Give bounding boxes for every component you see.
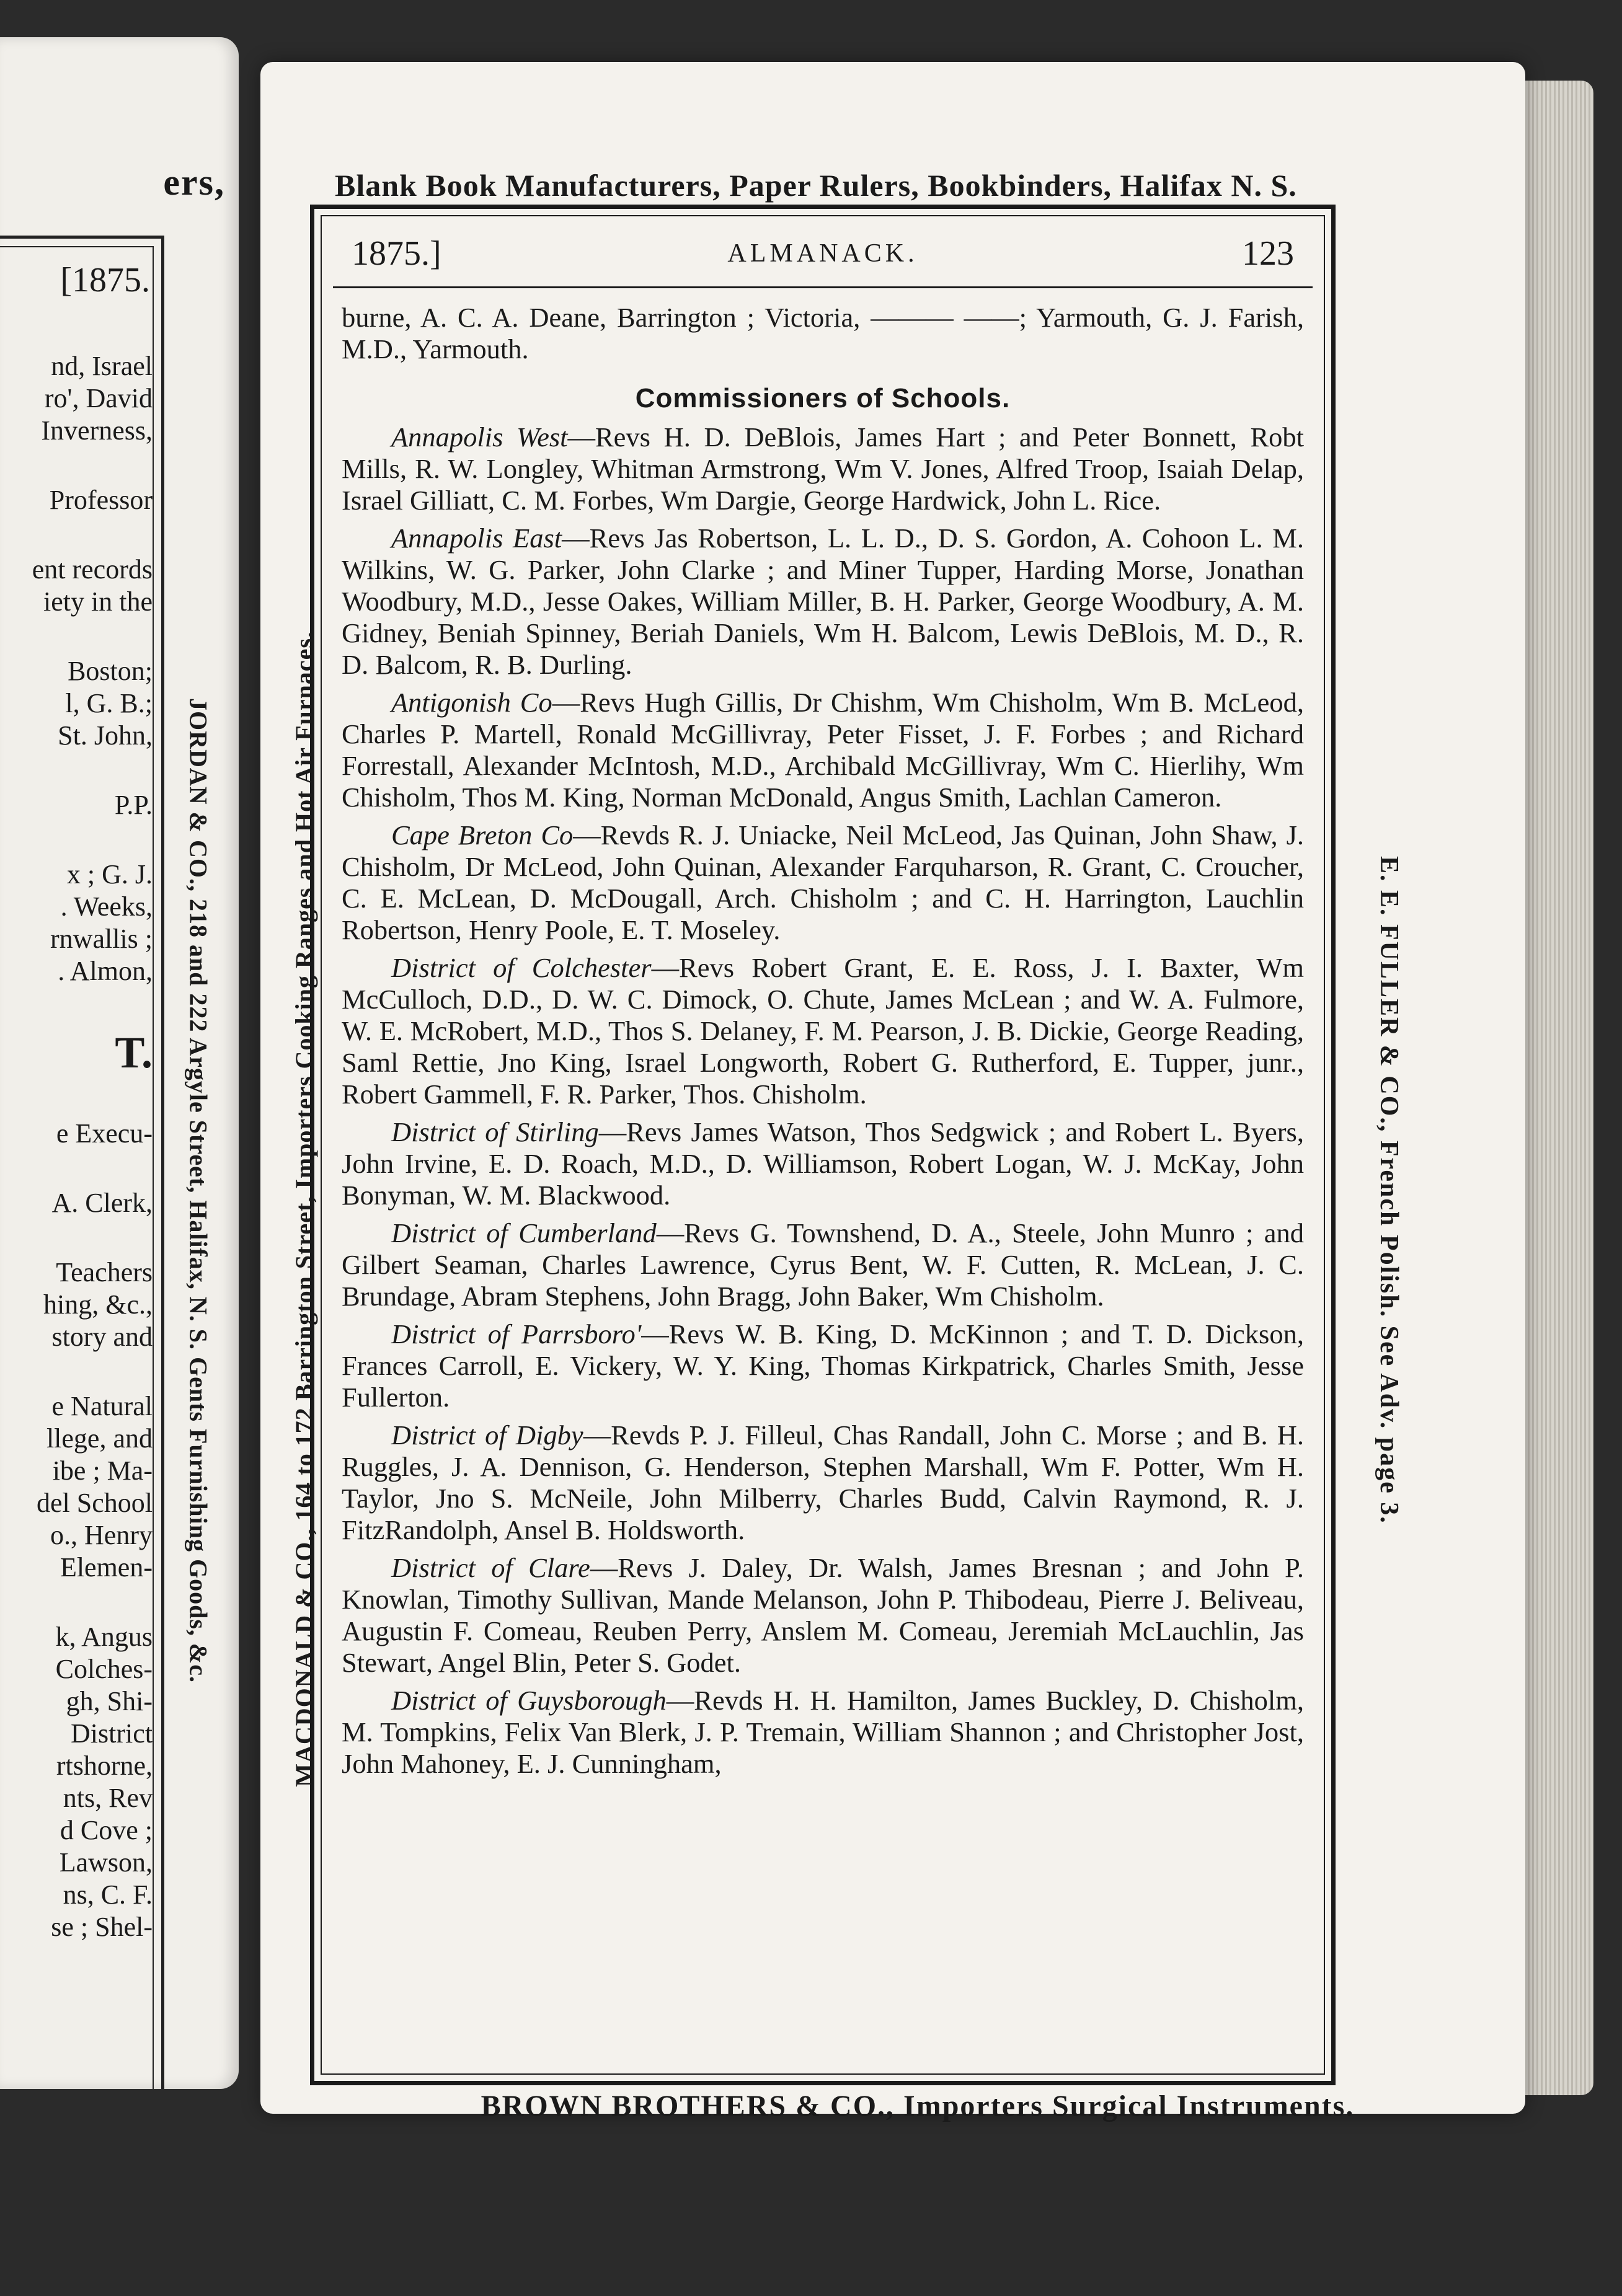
district-name: Cape Breton Co [391, 819, 574, 850]
left-page-line [0, 618, 153, 655]
commissioner-names: —Revds R. J. Uniacke, Neil McLeod, Jas Quinan, John Shaw, J. Chisholm, Dr McLeod, John Quinan, Alexander Farquharson, R. Grant, C. Croucher, C. E. McLean, D. McDougall, Arch. Chisholm ; and C. H. Harrington, Lauchlin Robertson, Henry Poole, E. T. Moseley. [342, 819, 1305, 945]
commissioner-names: —Revs Jas Robertson, L. L. D., D. S. Gordon, A. Cohoon L. M. Wilkins, W. G. Parker, John Clarke ; and Miner Tupper, Harding Morse, Jonathan Woodbury, M.D., Jesse Oakes, William Miller, B. H. Parker, George Woodbury, A. M. Gidney, Beniah Spinney, Beriah Daniels, Wm H. Balcom, Lewis DeBlois, M. D., R. D. Balcom, R. B. Durling. [342, 523, 1304, 680]
left-page-line: story and [51, 1322, 153, 1352]
left-page-line: St. John, [58, 720, 153, 751]
commissioner-names: —Revds H. H. Hamilton, James Buckley, D. Chisholm, M. Tompkins, Felix Van Blerk, J. P. Tremain, William Shannon ; and Christopher Jost, John Mahoney, E. J. Cunningham, [342, 1685, 1304, 1779]
page-number: 123 [1242, 234, 1294, 273]
left-page-line [0, 987, 153, 1025]
district-name: District of Guysborough [391, 1685, 667, 1716]
left-page-line: x ; G. J. [66, 859, 153, 890]
commissioner-names: —Revs James Watson, Thos Sedgwick ; and Robert L. Byers, John Irvine, E. D. Roach, M.D., D. Williamson, Robert Logan, W. J. McKay, John Bonyman, W. M. Blackwood. [342, 1116, 1304, 1211]
left-page-line [0, 1584, 153, 1621]
commissioner-names: —Revs Robert Grant, E. E. Ross, J. I. Baxter, Wm McCulloch, D.D., D. W. C. Dimock, O. Chute, James McLean ; and W. A. Fulmore, W. E. McRobert, M.D., Thos S. Delaney, F. M. Pearson, J. B. Dickie, George Reading, Saml Rettie, Jno King, Israel Longworth, Robert G. Rutherford, E. Tupper, junr., Robert Gammell, F. R. Parker, Thos. Chisholm. [342, 952, 1304, 1110]
commissioner-names: —Revs J. Daley, Dr. Walsh, James Bresnan ; and John P. Knowlan, Timothy Sullivan, Mande Melanson, John P. Thibodeau, Pierre J. Beliveau, Augustin F. Comeau, Reuben Perry, Anslem M. Comeau, Jeremiah McLauchlin, Jas Stewart, Angel Blin, Peter S. Godet. [342, 1552, 1304, 1678]
left-page-frame [0, 236, 164, 2089]
left-page-line: rnwallis ; [50, 924, 153, 954]
district-name: Annapolis East [391, 523, 562, 554]
commissioner-entry [342, 1685, 1304, 1780]
left-page-line [0, 821, 153, 859]
page-content [333, 227, 1313, 2069]
left-page-line: rtshorne, [56, 1751, 153, 1781]
commissioner-names: —Revs G. Townshend, D. A., Steele, John Munro ; and Gilbert Seaman, Charles Lawrence, Cyrus Bent, W. F. Cutten, R. McLean, J. C. Brundage, Abram Stephens, John Bragg, John Baker, Wm Chisholm. [342, 1217, 1304, 1312]
left-page-line [0, 516, 153, 554]
left-page-line: llege, and [46, 1423, 153, 1454]
left-page-line: hing, &c., [43, 1289, 153, 1320]
left-page-header: ers, [163, 162, 225, 203]
left-page-line: e Natural [51, 1391, 153, 1421]
district-name: District of Digby [391, 1420, 583, 1450]
left-page-line [0, 752, 153, 789]
left-page-line: . Weeks, [60, 891, 153, 922]
left-page-line [0, 1080, 153, 1118]
commissioner-entry [342, 819, 1304, 946]
left-page-line [0, 1150, 153, 1187]
commissioner-entry [342, 523, 1304, 681]
commissioner-entry [342, 1420, 1304, 1546]
district-name: District of Parrsboro' [391, 1318, 642, 1349]
commissioner-entry [342, 1217, 1304, 1312]
left-page-line: T. [115, 1028, 153, 1077]
left-page-line: k, Angus [55, 1622, 153, 1652]
commissioner-names: —Revs H. D. DeBlois, James Hart ; and Peter Bonnett, Robt Mills, R. W. Longley, Whitman Armstrong, Wm V. Jones, Alfred Troop, Isaiah Delap, Israel Gilliatt, C. M. Forbes, Wm Dargie, George Hardwick, John L. Rice. [342, 422, 1304, 516]
commissioner-entry [342, 1318, 1304, 1413]
district-name: District of Cumberland [391, 1217, 657, 1248]
left-page-line: d Cove ; [60, 1815, 153, 1845]
left-page-line: gh, Shi- [66, 1686, 153, 1716]
commissioner-names: —Revs W. B. King, D. McKinnon ; and T. D. Dickson, Frances Carroll, E. Vickery, W. Y. King, Thomas Kirkpatrick, Charles Smith, Jesse Fullerton. [342, 1318, 1304, 1413]
page-edge [1525, 81, 1593, 2095]
left-page-line: Lawson, [59, 1847, 153, 1878]
commissioner-names: —Revs Hugh Gillis, Dr Chishm, Wm Chisholm, Wm B. McLeod, Charles P. Martell, Ronald McGillivray, Peter Fisset, J. F. Forbes ; and Richard Forrestall, Alexander McIntosh, M.D., Archibald McGillivray, Wm C. Hierlihy, Wm Chisholm, Thos M. King, Norman McDonald, Angus Smith, Lachlan Cameron. [342, 687, 1304, 813]
commissioner-entry [342, 952, 1304, 1110]
left-page-line: . Almon, [58, 956, 153, 986]
left-page-line: del School [37, 1488, 153, 1518]
left-page-line: nts, Rev [63, 1783, 153, 1813]
commissioner-entry [342, 687, 1304, 813]
left-page-line: ibe ; Ma- [52, 1455, 153, 1486]
left-page-text [0, 350, 153, 1943]
left-page-line: ro', David [44, 383, 153, 413]
left-page-line [0, 447, 153, 484]
left-page-line: A. Clerk, [51, 1188, 153, 1218]
left-page-line: Elemen- [60, 1552, 153, 1583]
left-page-line: District [71, 1718, 153, 1749]
commissioner-entry [342, 1116, 1304, 1211]
right-page [260, 62, 1525, 2122]
left-page-line: ns, C. F. [63, 1879, 153, 1910]
left-page-line: Professor [49, 485, 153, 515]
left-page-line: nd, Israel [51, 351, 153, 381]
commissioner-names: —Revds P. J. Filleul, Chas Randall, John C. Morse ; and B. H. Ruggles, J. A. Dennison, G. Henderson, Stephen Marshall, Wm F. Potter, Wm H. Taylor, Jno S. McNeile, John Milberry, Charles Budd, Calvin Raymond, R. J. FitzRandolph, Ansel B. Holdsworth. [342, 1420, 1304, 1545]
left-page-line [0, 1353, 153, 1390]
left-page-line: e Execu- [56, 1118, 153, 1149]
left-page-year: [1875. [60, 261, 150, 299]
left-page-line: o., Henry [50, 1520, 153, 1550]
left-page [0, 37, 239, 2089]
left-page-line: l, G. B.; [65, 688, 153, 718]
header-title: ALMANACK. [727, 239, 918, 268]
body-text [333, 288, 1313, 1780]
commissioner-entry [342, 422, 1304, 516]
right-margin-advertisement: E. E. FULLER & CO., French Polish. See Adv. page 3. [1375, 856, 1403, 1524]
left-page-line: Colches- [55, 1654, 153, 1684]
left-page-line: Inverness, [41, 415, 153, 446]
district-name: District of Colchester [391, 952, 652, 983]
left-page-line: iety in the [43, 586, 153, 617]
bottom-advertisement: BROWN BROTHERS & CO., Importers Surgical Instruments. [481, 2090, 1355, 2122]
intro-paragraph: burne, A. C. A. Deane, Barrington ; Victoria, ——— ——; Yarmouth, G. J. Farish, M.D., Yarmouth. [342, 302, 1304, 364]
left-page-vertical-ad: JORDAN & CO., 218 and 222 Argyle Street, Halifax, N. S. Gents Furnishing Goods, &c. [184, 697, 213, 1683]
left-margin-advertisement: MACDONALD & CO., 164 to 172 Barrington Street, Importers Cooking Ranges and Hot Air Furnaces. [290, 630, 318, 1787]
district-name: District of Clare [391, 1552, 590, 1583]
left-page-line: P.P. [114, 790, 153, 820]
district-name: Antigonish Co [391, 687, 552, 718]
header-year: 1875.] [352, 234, 441, 273]
left-page-line: Teachers [56, 1257, 153, 1287]
district-name: Annapolis West [391, 422, 568, 453]
running-header [333, 227, 1313, 288]
commissioners-list [342, 422, 1304, 1780]
section-title: Commissioners of Schools. [635, 383, 1011, 413]
left-page-line: ent records [32, 554, 153, 585]
page-frame [310, 205, 1336, 2085]
district-name: District of Stirling [391, 1116, 599, 1147]
left-page-line [0, 1219, 153, 1256]
commissioner-entry [342, 1552, 1304, 1679]
top-advertisement: Blank Book Manufacturers, Paper Rulers, Bookbinders, Halifax N. S. [335, 168, 1297, 203]
left-page-line: Boston; [68, 656, 153, 686]
left-page-line: se ; Shel- [51, 1912, 153, 1942]
